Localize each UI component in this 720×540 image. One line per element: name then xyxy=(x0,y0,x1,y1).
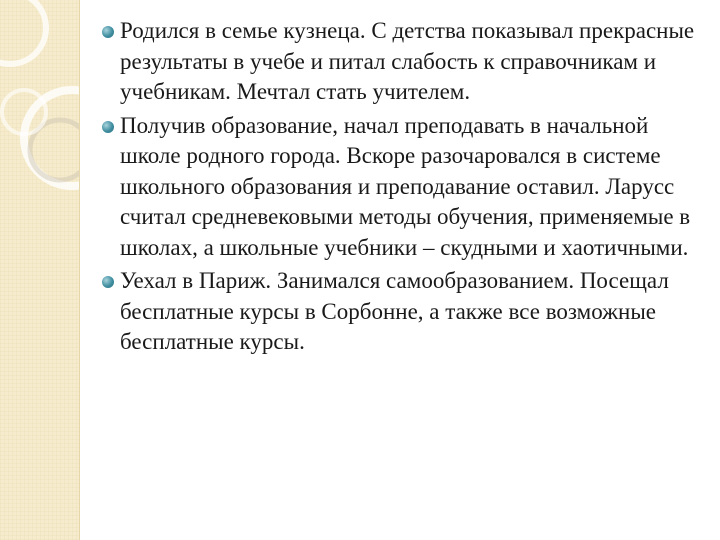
list-item xyxy=(100,16,700,108)
teal-dot-bullet-icon xyxy=(102,121,114,133)
teal-dot-bullet-icon xyxy=(102,276,114,288)
list-item xyxy=(100,111,700,264)
teal-dot-bullet-icon xyxy=(102,26,114,38)
bullet-text: Уехал в Париж. Занимался самообразованием. Посещал бесплатные курсы в Сорбонне, а также все возможные бесплатные курсы. xyxy=(120,268,669,354)
bullet-text: Получив образование, начал преподавать в начальной школе родного города. Вскоре разочаровался в системе школьного образования и преподавание оставил. Ларусс считал средневековыми методы обучения, применяемые в школах, а школьные учебники – скудными и хаотичными. xyxy=(120,112,691,260)
content-bullet-list xyxy=(100,16,700,361)
bullet-text: Родился в семье кузнеца. С детства показывал прекрасные результаты в учебе и питал слабость к справочникам и учебникам. Мечтал стать учителем. xyxy=(120,18,695,104)
decorative-rings-graphic xyxy=(0,0,79,540)
list-item xyxy=(100,266,700,358)
decorative-side-band xyxy=(0,0,80,540)
